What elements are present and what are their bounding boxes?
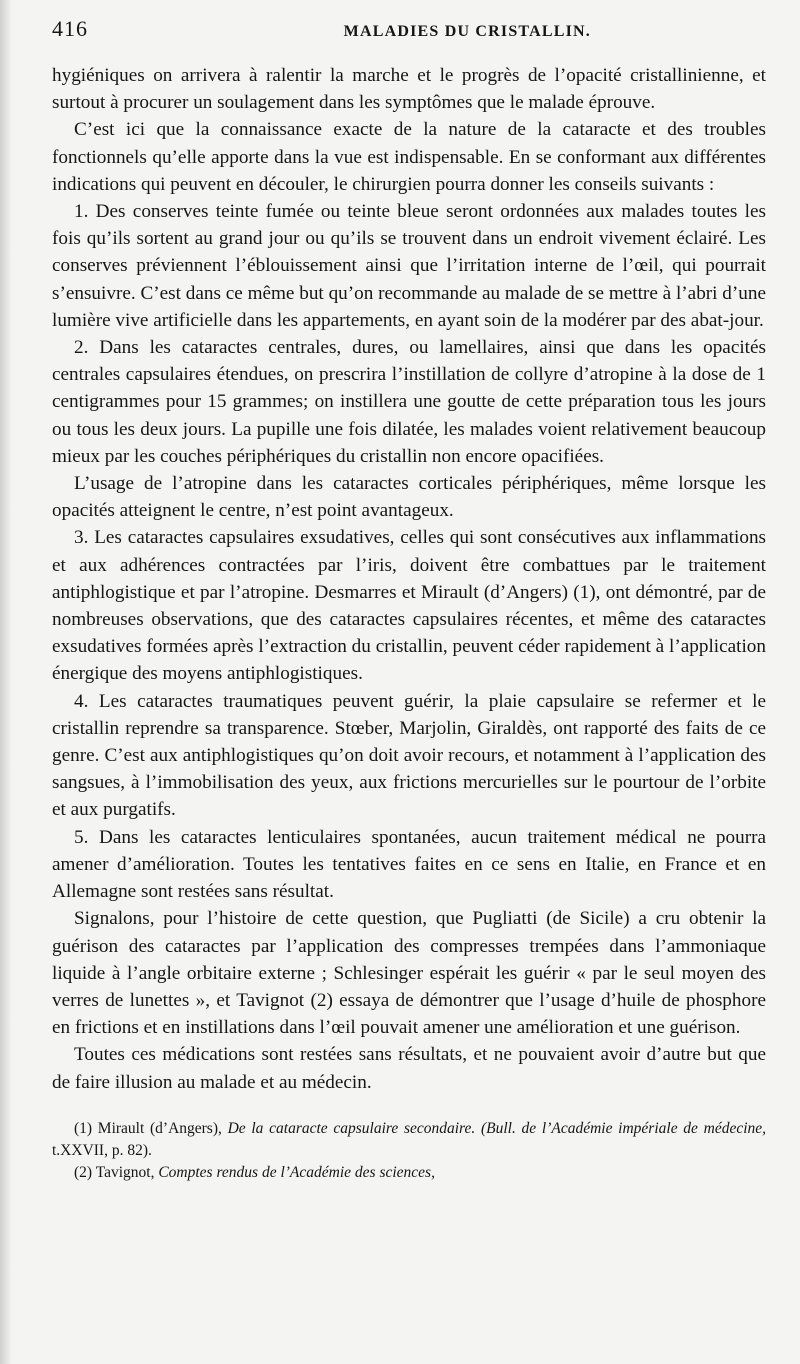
page-header [52, 16, 766, 50]
footnote-1-title: De la cataracte capsulaire secondaire. [227, 1119, 476, 1137]
running-title: MALADIES DU CRISTALLIN. [343, 23, 591, 40]
footnote-2-title: Comptes rendus de l’Académie des sciences, [158, 1163, 435, 1181]
paragraph-item-3: 3. Les cataractes capsulaires exsudatives, celles qui sont consécutives aux inflammations et aux adhérences contractées par l’iris, doivent être combattues par le traitement antiphlogistique et par l’atropine. Desmarres et Mirault (d’Angers) (1), ont démontré, par de nombreuses observations, que des cataractes capsulaires récentes, et même des cataractes exsudatives formées après l’extraction du cristallin, peuvent céder rapidement à l’application énergique des moyens antiphlogistiques. [52, 527, 766, 685]
paragraph-intro: C’est ici que la connaissance exacte de la nature de la cataracte et des troubles fonctionnels qu’elle apporte dans la vue est indispensable. En se conformant aux différentes indications qui peuvent en découler, le chirurgien pourra donner les conseils suivants : [52, 119, 766, 195]
paragraph-item-1: 1. Des conserves teinte fumée ou teinte bleue seront ordonnées aux malades toutes les fois qu’ils sortent au grand jour ou qu’ils se trouvent dans un endroit vivement éclairé. Les conserves préviennent l’éblouissement ainsi que l’irritation interne de l’œil, qui pourrait s’ensuivre. C’est dans ce même but qu’on recommande au malade de se mettre à l’abri d’une lumière vive artificielle dans les appartements, en ayant soin de la modérer par des abat-jour. [52, 201, 766, 331]
footnote-1-author: Mirault (d’Angers), [97, 1119, 222, 1137]
paragraph-continuation: hygiéniques on arrivera à ralentir la marche et le progrès de l’opacité cristallinienne, et surtout à procurer un soulagement dans les symptômes que le malade éprouve. [52, 65, 766, 114]
footnote-2-author: Tavignot, [95, 1163, 155, 1181]
paragraph-item-4: 4. Les cataractes traumatiques peuvent guérir, la plaie capsulaire se refermer et le cristallin reprendre sa transparence. Stœber, Marjolin, Giraldès, ont rapporté des faits de ce genre. C’est aux antiphlogistiques qu’on doit avoir recours, et notamment à l’application des sangsues, à l’immobilisation des yeux, aux frictions mercurielles sur le pourtour de l’orbite et aux purgatifs. [52, 690, 766, 821]
footnote-1 [52, 1118, 766, 1162]
paragraph-conclusion: Toutes ces médications sont restées sans résultats, et ne pouvaient avoir d’autre but que de faire illusion au malade et au médecin. [52, 1044, 766, 1093]
footnote-1-marker: (1) [74, 1119, 93, 1137]
paragraph-item-2: 2. Dans les cataractes centrales, dures, ou lamellaires, ainsi que dans les opacités centrales capsulaires étendues, on prescrira l’instillation de collyre d’atropine à la dose de 1 centigrammes pour 15 grammes; on instillera une goutte de cette préparation tous les jours ou tous les deux jours. La pupille une fois dilatée, les malades voient relativement beaucoup mieux par les couches périphériques du cristallin non encore opacifiées. [52, 337, 766, 467]
footnote-2-marker: (2) [74, 1163, 93, 1181]
footnote-1-ref: t.XXVII, p. 82). [52, 1141, 152, 1159]
paragraph-atropine-note: L’usage de l’atropine dans les cataractes corticales périphériques, même lorsque les opacités atteignent le centre, n’est point avantageux. [52, 473, 766, 522]
page-number: 416 [52, 16, 88, 41]
footnote-1-source: (Bull. de l’Académie impériale de médecine, [480, 1119, 767, 1137]
paragraph-item-5: 5. Dans les cataractes lenticulaires spontanées, aucun traitement médical ne pourra amener d’amélioration. Toutes les tentatives faites en ce sens en Italie, en France et en Allemagne sont restées sans résultat. [52, 826, 766, 903]
footnote-2 [52, 1162, 766, 1184]
footnotes [52, 1118, 766, 1184]
body-text [52, 62, 766, 1096]
paragraph-history: Signalons, pour l’histoire de cette question, que Pugliatti (de Sicile) a cru obtenir la guérison des cataractes par l’application des compresses trempées dans l’ammoniaque liquide à l’angle orbitaire externe ; Schlesinger espérait les guérir « par le seul moyen des verres de lunettes », et Tavignot (2) essaya de démontrer que l’usage d’huile de phosphore en frictions et en instillations dans l’œil pouvait amener une amélioration et une guérison. [52, 908, 766, 1039]
